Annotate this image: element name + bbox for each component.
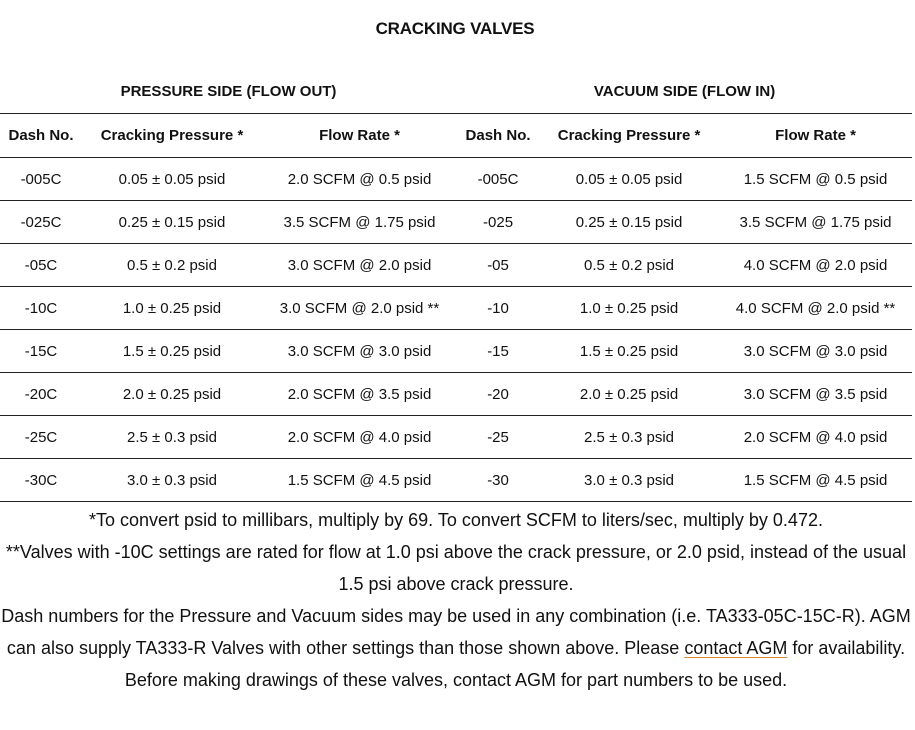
column-header-cracking-pressure: Cracking Pressure * xyxy=(100,127,244,144)
dash-no-cell: -20C xyxy=(24,385,58,403)
flow-rate-cell: 3.0 SCFM @ 2.0 psid xyxy=(287,256,432,274)
flow-rate-cell: 2.0 SCFM @ 4.0 psid xyxy=(287,428,432,446)
column-header-flow-rate: Flow Rate * xyxy=(775,127,856,144)
dash-no-cell: -025 xyxy=(483,213,514,231)
flow-rate-cell: 3.0 SCFM @ 3.0 psid xyxy=(743,342,888,360)
cracking-pressure-cell: 1.0 ± 0.25 psid xyxy=(122,299,222,317)
dash-no-cell: -25 xyxy=(487,428,509,446)
flow-rate-cell: 3.5 SCFM @ 1.75 psid xyxy=(739,213,892,231)
page-title: CRACKING VALVES xyxy=(375,19,535,38)
dash-no-cell: -15 xyxy=(487,342,509,360)
table-row xyxy=(0,330,912,373)
cracking-pressure-cell: 0.05 ± 0.05 psid xyxy=(575,170,683,188)
dash-no-cell: -005C xyxy=(20,170,62,188)
flow-rate-cell: 3.0 SCFM @ 3.0 psid xyxy=(287,342,432,360)
cracking-pressure-cell: 0.25 ± 0.15 psid xyxy=(118,213,226,231)
cracking-pressure-cell: 1.0 ± 0.25 psid xyxy=(579,299,679,317)
flow-rate-cell: 4.0 SCFM @ 2.0 psid xyxy=(743,256,888,274)
flow-rate-cell: 2.0 SCFM @ 4.0 psid xyxy=(743,428,888,446)
dash-no-cell: -30 xyxy=(487,471,509,489)
dash-no-cell: -005C xyxy=(477,170,519,188)
cracking-pressure-cell: 1.5 ± 0.25 psid xyxy=(579,342,679,360)
dash-no-cell: -10 xyxy=(487,299,509,317)
table-row xyxy=(0,158,912,201)
dash-note-text: Dash numbers for the Pressure and Vacuum sides may be used in any combination (i.e. TA333-05C-15C-R). AGM can also supply TA333-R Valves with other settings than those shown above. Please xyxy=(1,606,911,658)
dash-no-cell: -05C xyxy=(24,256,58,274)
flow-rate-cell: 2.0 SCFM @ 3.5 psid xyxy=(287,385,432,403)
cracking-pressure-cell: 0.25 ± 0.15 psid xyxy=(575,213,683,231)
cracking-pressure-cell: 0.05 ± 0.05 psid xyxy=(118,170,226,188)
column-header-flow-rate: Flow Rate * xyxy=(319,127,400,144)
table-row xyxy=(0,287,912,330)
column-header-row xyxy=(0,114,912,158)
cracking-pressure-cell: 2.5 ± 0.3 psid xyxy=(127,428,217,446)
cracking-pressure-cell: 3.0 ± 0.3 psid xyxy=(127,471,217,489)
dash-no-cell: -20 xyxy=(487,385,509,403)
cracking-pressure-cell: 0.5 ± 0.2 psid xyxy=(127,256,217,274)
flow-rate-cell: 4.0 SCFM @ 2.0 psid ** xyxy=(735,299,896,317)
cracking-pressure-cell: 0.5 ± 0.2 psid xyxy=(584,256,675,274)
contact-agm-link[interactable]: contact AGM xyxy=(684,638,788,658)
flow-rate-cell: 1.5 SCFM @ 4.5 psid xyxy=(743,471,888,489)
flow-rate-cell: 3.5 SCFM @ 1.75 psid xyxy=(283,213,436,231)
dash-no-cell: -30C xyxy=(24,471,58,489)
table-row xyxy=(0,244,912,287)
column-header-dash-no: Dash No. xyxy=(8,127,74,144)
dash-no-cell: -10C xyxy=(24,299,58,317)
table-row xyxy=(0,201,912,244)
table-row xyxy=(0,373,912,416)
table-row xyxy=(0,459,912,502)
column-header-dash-no: Dash No. xyxy=(465,127,531,144)
dash-no-cell: -05 xyxy=(487,256,509,274)
cracking-pressure-cell: 3.0 ± 0.3 psid xyxy=(584,471,675,489)
column-header-cracking-pressure: Cracking Pressure * xyxy=(557,127,701,144)
flow-rate-cell: 3.0 SCFM @ 2.0 psid ** xyxy=(279,299,440,317)
vacuum-side-header: VACUUM SIDE (FLOW IN) xyxy=(593,83,776,100)
cracking-valves-table xyxy=(0,70,912,502)
conversion-note: *To convert psid to millibars, multiply by 69. To convert SCFM to liters/sec, multiply by 0.472. xyxy=(89,510,823,530)
cracking-pressure-cell: 1.5 ± 0.25 psid xyxy=(122,342,222,360)
flow-rate-cell: 1.5 SCFM @ 4.5 psid xyxy=(287,471,432,489)
group-header-row xyxy=(0,70,912,114)
flow-rate-cell: 3.0 SCFM @ 3.5 psid xyxy=(743,385,888,403)
pressure-side-header: PRESSURE SIDE (FLOW OUT) xyxy=(120,83,337,100)
dash-no-cell: -25C xyxy=(24,428,58,446)
flow-rate-cell: 1.5 SCFM @ 0.5 psid xyxy=(743,170,888,188)
dash-no-cell: -15C xyxy=(24,342,58,360)
notes xyxy=(0,504,912,696)
dash-numbers-note xyxy=(0,600,912,696)
cracking-pressure-cell: 2.0 ± 0.25 psid xyxy=(122,385,222,403)
valves-10c-note: **Valves with -10C settings are rated for flow at 1.0 psi above the crack pressure, or 2.0 psid, instead of the usual 1.5 psi above crack pressure. xyxy=(5,542,907,594)
dash-no-cell: -025C xyxy=(20,213,62,231)
cracking-pressure-cell: 2.5 ± 0.3 psid xyxy=(584,428,675,446)
table-row xyxy=(0,416,912,459)
dash-note-text-end: for availability. Before making drawings of these valves, contact AGM for part numbers to be used. xyxy=(124,638,906,690)
flow-rate-cell: 2.0 SCFM @ 0.5 psid xyxy=(287,170,432,188)
cracking-pressure-cell: 2.0 ± 0.25 psid xyxy=(579,385,679,403)
